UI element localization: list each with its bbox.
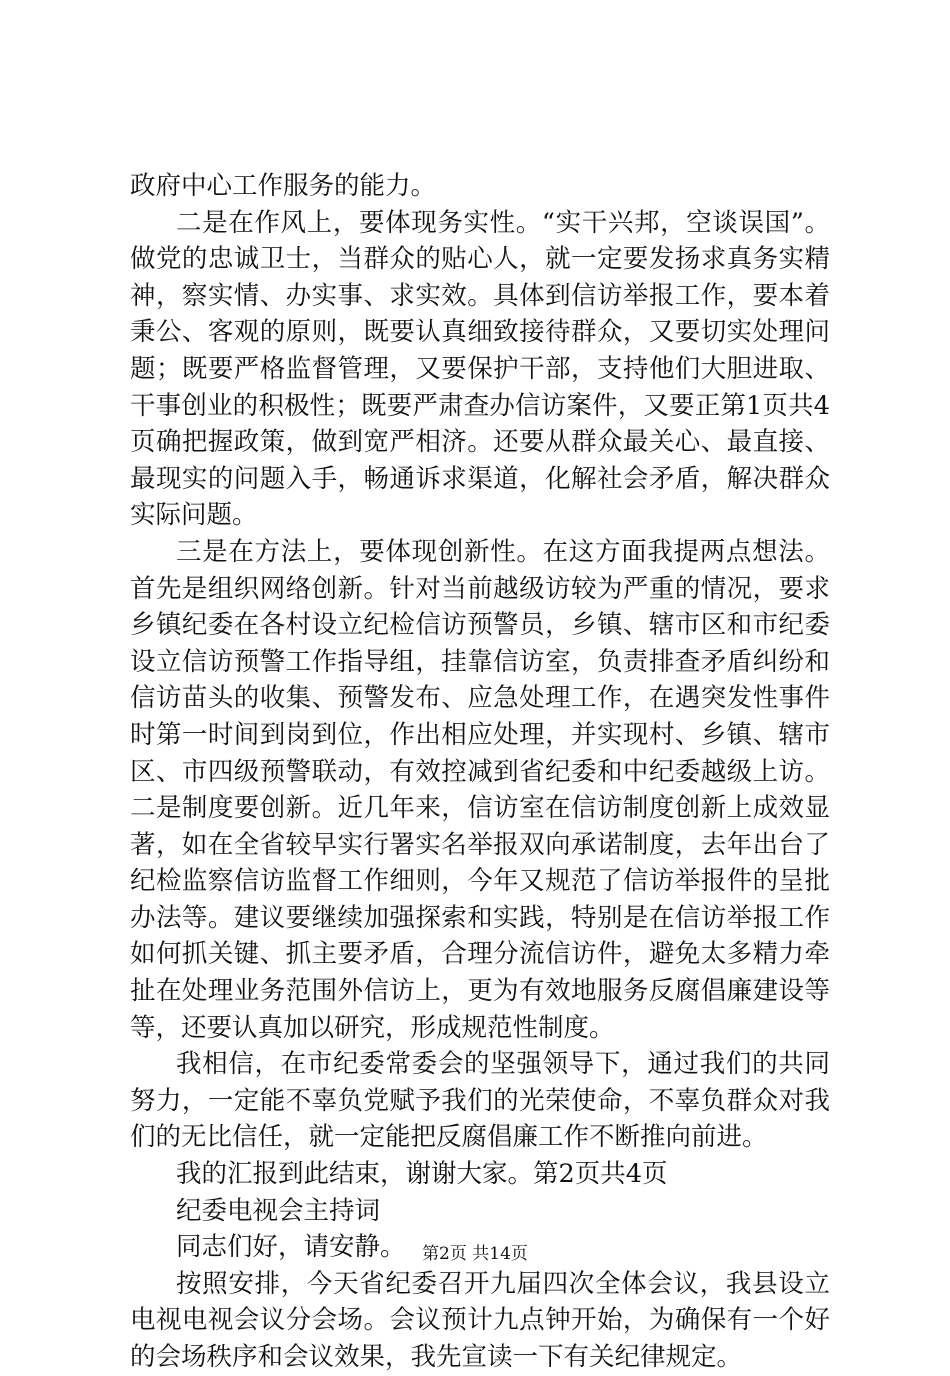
text-line: 同志们好，请安静。 (176, 1232, 406, 1263)
text-line: 首先是组织网络创新。针对当前越级访较为严重的情况，要求 (130, 573, 830, 604)
text-line: 神，察实情、办实事、求实效。具体到信访举报工作，要本着 (130, 280, 830, 311)
text-line: 政府中心工作服务的能力。 (130, 171, 437, 201)
heading-line: 纪委电视会主持词 (176, 1195, 381, 1226)
text-line: 二是在作风上，要体现务实性。“实干兴邦，空谈误国”。 (176, 207, 830, 238)
text-line: 秉公、客观的原则，既要认真细致接待群众，又要切实处理问 (130, 317, 830, 348)
text-line: 题；既要严格监督管理，又要保护干部，支持他们大胆进取、 (130, 353, 830, 384)
text-line: 们的无比信任，就一定能把反腐倡廉工作不断推向前进。 (130, 1122, 768, 1153)
text-line: 设立信访预警工作指导组，挂靠信访室，负责排查矛盾纠纷和 (130, 646, 830, 677)
text-line: 三是在方法上，要体现创新性。在这方面我提两点想法。 (176, 536, 830, 567)
text-line: 的会场秩序和会议效果，我先宣读一下有关纪律规定。 (130, 1342, 743, 1372)
text-line: 著，如在全省较早实行署实名举报双向承诺制度，去年出台了 (130, 829, 830, 860)
text-line: 最现实的问题入手，畅通诉求渠道，化解社会矛盾，解决群众 (130, 463, 830, 494)
text-line: 按照安排，今天省纪委召开九届四次全体会议，我县设立 (176, 1268, 830, 1299)
text-line: 干事创业的积极性；既要严肃查办信访案件，又要正第1页共4 (130, 390, 830, 421)
text-line: 纪检监察信访监督工作细则，今年又规范了信访举报件的呈批 (130, 866, 830, 897)
text-line: 我的汇报到此结束，谢谢大家。第2页共4页 (176, 1159, 668, 1190)
text-line: 办法等。建议要继续加强探索和实践，特别是在信访举报工作 (130, 902, 830, 933)
text-line: 等，还要认真加以研究，形成规范性制度。 (130, 1012, 615, 1043)
text-line: 我相信，在市纪委常委会的坚强领导下，通过我们的共同 (176, 1049, 830, 1080)
page-number-footer: 第2页 共14页 (422, 1244, 528, 1264)
text-line: 信访苗头的收集、预警发布、应急处理工作，在遇突发性事件 (130, 683, 830, 714)
text-line: 做党的忠诚卫士，当群众的贴心人，就一定要发扬求真务实精 (130, 244, 830, 275)
text-line: 二是制度要创新。近几年来，信访室在信访制度创新上成效显 (130, 793, 830, 824)
text-line: 乡镇纪委在各村设立纪检信访预警员，乡镇、辖市区和市纪委 (130, 610, 830, 641)
text-line: 电视电视会议分会场。会议预计九点钟开始，为确保有一个好 (130, 1305, 830, 1336)
text-line: 努力，一定能不辜负党赋予我们的光荣使命，不辜负群众对我 (130, 1085, 830, 1116)
document-body (130, 168, 830, 1376)
text-line: 时第一时间到岗到位，作出相应处理，并实现村、乡镇、辖市 (130, 719, 830, 750)
text-line: 实际问题。 (130, 500, 258, 531)
text-line: 扯在处理业务范围外信访上，更为有效地服务反腐倡廉建设等 (130, 976, 830, 1007)
text-line: 如何抓关键、抓主要矛盾，合理分流信访件，避免太多精力牵 (130, 939, 830, 970)
text-line: 页确把握政策，做到宽严相济。还要从群众最关心、最直接、 (130, 427, 830, 458)
text-line: 区、市四级预警联动，有效控减到省纪委和中纪委越级上访。 (130, 756, 830, 787)
